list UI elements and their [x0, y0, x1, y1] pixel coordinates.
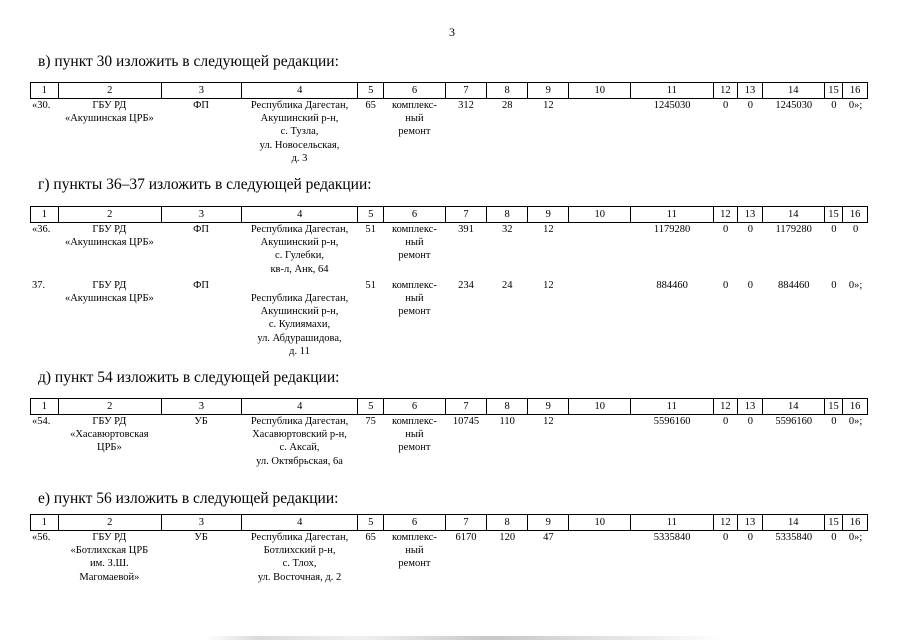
cell-text-line: д. 11: [289, 345, 310, 357]
cell-text-line: Магомаевой»: [79, 571, 140, 583]
cell-text-line: комплекс-: [392, 532, 437, 543]
column-number: 12: [713, 515, 738, 531]
cell-text-line: 12: [543, 416, 554, 427]
cell-text-line: УБ: [194, 532, 208, 543]
cell-text-line: ул. Октябрьская, 6а: [256, 455, 343, 467]
table-cell: [569, 279, 631, 358]
column-number: 10: [569, 207, 631, 223]
column-number: 5: [358, 515, 384, 531]
table-cell: [358, 99, 384, 165]
column-number: 11: [631, 83, 713, 99]
table-cell: [58, 415, 161, 468]
cell-text-line: с. Кулиямахи,: [268, 319, 331, 331]
cell-text-line: 37.: [32, 279, 46, 291]
cell-text-line: «30.: [32, 100, 51, 111]
table-cell: [445, 99, 486, 165]
cell-text-line: 312: [458, 100, 474, 111]
table-cell: [569, 415, 631, 468]
column-number: 7: [445, 399, 486, 415]
cell-text-line: 12: [543, 100, 554, 111]
table-cell: [825, 531, 844, 584]
column-number: 11: [631, 515, 713, 531]
column-number: 13: [738, 83, 763, 99]
cell-text-line: 32: [501, 224, 513, 235]
table-row: [30, 279, 868, 358]
cell-text-line: ремонт: [398, 306, 431, 318]
column-number: 13: [738, 515, 763, 531]
column-number: 6: [384, 207, 446, 223]
page-number: 3: [449, 25, 455, 39]
cell-text-line: 28: [501, 100, 513, 111]
table-cell: [58, 279, 161, 358]
table-cell: [384, 279, 446, 358]
table-cell: [843, 223, 868, 276]
cell-text-line: ГБУ РД: [92, 100, 127, 111]
cell-text-line: ный: [405, 237, 424, 249]
data-rows: [30, 223, 868, 358]
column-number: 9: [528, 515, 569, 531]
column-number: 5: [358, 207, 384, 223]
column-number: 16: [843, 515, 868, 531]
table-cell: [384, 99, 446, 165]
cell-text-line: 0: [723, 279, 729, 291]
cell-text-line: 1179280: [653, 224, 691, 235]
column-number: 7: [445, 207, 486, 223]
column-number: 2: [58, 83, 161, 99]
cell-text-line: комплекс-: [392, 416, 437, 427]
column-number: 3: [161, 83, 241, 99]
table-cell: [843, 415, 868, 468]
cell-text-line: 0: [723, 416, 729, 427]
cell-text-line: 120: [499, 532, 516, 543]
column-number: 14: [762, 515, 824, 531]
table-cell: [631, 99, 713, 165]
cell-text-line: 0»;: [848, 279, 863, 291]
table-cell: [631, 279, 713, 358]
column-number: 15: [824, 207, 843, 223]
cell-text-line: 6170: [455, 532, 477, 543]
column-number: 2: [58, 399, 161, 415]
column-number: 16: [843, 207, 868, 223]
cell-text-line: 5335840: [775, 532, 813, 543]
table-cell: [825, 99, 844, 165]
table-cell: [528, 99, 569, 165]
cell-text-line: 65: [365, 100, 376, 111]
cell-text-line: Акушинский р-н,: [260, 306, 339, 318]
column-number: 2: [58, 515, 161, 531]
column-number: 15: [824, 515, 843, 531]
cell-text-line: [569, 531, 631, 544]
cell-text-line: Республика Дагестан,: [250, 100, 349, 111]
cell-text-line: комплекс-: [392, 224, 437, 235]
table-cell: [843, 99, 868, 165]
column-number: 6: [384, 399, 446, 415]
cell-text-line: 5596160: [653, 416, 691, 427]
cell-text-line: 0: [831, 279, 837, 291]
cell-text-line: комплекс-: [392, 100, 437, 111]
cell-text-line: им. З.Ш.: [90, 558, 129, 570]
column-number-header: [30, 82, 868, 99]
cell-text-line: 10745: [452, 416, 480, 427]
cell-text-line: 12: [543, 279, 554, 291]
scan-artifact: [205, 636, 725, 640]
section-heading-30: в) пункт 30 изложить в следующей редакции:: [38, 53, 339, 70]
cell-text-line: кв-л, Анк, 64: [270, 263, 329, 275]
table-cell: [763, 531, 825, 584]
table-cell: [738, 99, 763, 165]
column-number: 8: [487, 515, 528, 531]
column-number: 10: [569, 399, 631, 415]
column-number: 7: [445, 515, 486, 531]
column-number: 13: [738, 399, 763, 415]
column-number: 3: [161, 207, 241, 223]
column-number: 1: [31, 515, 59, 531]
table-cell: [763, 279, 825, 358]
column-number: 14: [762, 399, 824, 415]
section-heading-56: е) пункт 56 изложить в следующей редакции:: [38, 490, 339, 507]
table-cell: [487, 279, 528, 358]
column-number: 12: [713, 207, 738, 223]
table-section-56: [30, 514, 868, 584]
cell-text-line: ул. Абдурашидова,: [257, 332, 342, 344]
cell-text-line: 0: [831, 224, 837, 235]
table-cell: [358, 279, 384, 358]
table-cell: [825, 415, 844, 468]
data-rows: [30, 415, 868, 468]
column-number: 6: [384, 515, 446, 531]
column-number: 11: [631, 207, 713, 223]
table-cell: [487, 223, 528, 276]
table-row: [30, 415, 868, 468]
cell-text-line: 884460: [777, 279, 810, 291]
table-cell: [825, 223, 844, 276]
table-cell: [713, 531, 738, 584]
cell-text-line: 75: [365, 416, 376, 427]
column-number: 14: [762, 83, 824, 99]
cell-text-line: 0»;: [848, 532, 863, 543]
table-section-30: [30, 82, 868, 165]
table-cell: [30, 99, 58, 165]
column-number: 5: [358, 83, 384, 99]
table-cell: [241, 279, 357, 358]
cell-text-line: ремонт: [398, 442, 431, 454]
table-section-36-37: [30, 206, 868, 358]
column-number: 9: [528, 83, 569, 99]
cell-text-line: ФП: [193, 279, 210, 291]
cell-text-line: Республика Дагестан,: [250, 224, 349, 235]
cell-text-line: Хасавюртовский р-н,: [252, 429, 347, 441]
section-heading-36-37: г) пункты 36–37 изложить в следующей редакции:: [38, 176, 372, 193]
table-cell: [569, 531, 631, 584]
table-cell: [241, 415, 357, 468]
table-cell: [738, 279, 763, 358]
cell-text-line: [569, 415, 631, 428]
cell-text-line: 0: [747, 100, 754, 111]
cell-text-line: «Акушинская ЦРБ»: [64, 113, 154, 125]
table-cell: [528, 279, 569, 358]
cell-text-line: ГБУ РД: [92, 416, 127, 427]
cell-text-line: 1245030: [653, 100, 691, 111]
column-number: 8: [487, 399, 528, 415]
column-number: 1: [31, 207, 59, 223]
column-number: 3: [161, 399, 241, 415]
column-number: 9: [528, 207, 569, 223]
data-rows: [30, 99, 868, 165]
table-cell: [631, 531, 713, 584]
table-cell: [713, 279, 738, 358]
table-cell: [30, 531, 58, 584]
cell-text-line: Республика Дагестан,: [250, 293, 349, 305]
table-cell: [713, 415, 738, 468]
cell-text-line: ный: [405, 545, 424, 557]
cell-text-line: «56.: [32, 532, 51, 543]
data-rows: [30, 531, 868, 584]
table-cell: [445, 279, 486, 358]
cell-text-line: 0: [747, 279, 754, 291]
table-cell: [843, 279, 868, 358]
table-cell: [58, 223, 161, 276]
table-cell: [528, 223, 569, 276]
cell-text-line: 51: [365, 279, 376, 291]
cell-text-line: ул. Новосельская,: [259, 139, 340, 151]
cell-text-line: «Хасавюртовская: [70, 429, 149, 441]
cell-text-line: Акушинский р-н,: [260, 237, 339, 249]
cell-text-line: ФП: [193, 100, 210, 111]
table-cell: [528, 531, 569, 584]
cell-text-line: «Акушинская ЦРБ»: [64, 293, 154, 305]
cell-text-line: ГБУ РД: [92, 224, 127, 235]
table-row: [30, 99, 868, 165]
column-number-header: [30, 514, 868, 531]
column-number: 14: [762, 207, 824, 223]
table-cell: [30, 279, 58, 358]
column-number: 8: [487, 83, 528, 99]
table-cell: [241, 223, 357, 276]
cell-text-line: 234: [458, 279, 474, 291]
column-number: 11: [631, 399, 713, 415]
column-number: 2: [58, 207, 161, 223]
cell-text-line: ремонт: [398, 126, 431, 138]
table-cell: [738, 415, 763, 468]
table-section-54: [30, 398, 868, 468]
column-number: 13: [738, 207, 763, 223]
table-cell: [161, 223, 241, 276]
cell-text-line: 1179280: [775, 224, 812, 235]
cell-text-line: [569, 279, 631, 292]
cell-text-line: с. Тлох,: [282, 558, 317, 570]
cell-text-line: 12: [543, 224, 554, 235]
column-number: 9: [528, 399, 569, 415]
column-number: 4: [242, 399, 358, 415]
column-number: 1: [31, 399, 59, 415]
cell-text-line: 0: [831, 532, 837, 543]
table-cell: [528, 415, 569, 468]
cell-text-line: 0: [723, 532, 729, 543]
column-number: 4: [242, 83, 358, 99]
table-cell: [58, 531, 161, 584]
table-cell: [738, 223, 763, 276]
table-cell: [161, 279, 241, 358]
table-cell: [569, 99, 631, 165]
column-number: 4: [242, 515, 358, 531]
cell-text-line: 5335840: [653, 532, 691, 543]
table-cell: [30, 415, 58, 468]
table-cell: [30, 223, 58, 276]
cell-text-line: 0: [852, 224, 859, 235]
table-cell: [445, 415, 486, 468]
column-number: 15: [824, 399, 843, 415]
cell-text-line: 0: [747, 224, 754, 235]
cell-text-line: Республика Дагестан,: [250, 416, 349, 427]
cell-text-line: «36.: [32, 224, 51, 235]
column-number-header: [30, 206, 868, 223]
cell-text-line: 110: [499, 416, 515, 427]
table-cell: [445, 223, 486, 276]
table-cell: [358, 223, 384, 276]
table-cell: [763, 415, 825, 468]
column-number: 8: [487, 207, 528, 223]
table-cell: [161, 99, 241, 165]
cell-text-line: 0: [723, 224, 729, 235]
cell-text-line: Ботлихский р-н,: [263, 545, 336, 557]
cell-text-line: 0: [831, 100, 837, 111]
cell-text-line: 0: [723, 100, 729, 111]
table-cell: [487, 99, 528, 165]
cell-text-line: ный: [405, 113, 424, 125]
cell-text-line: Республика Дагестан,: [250, 532, 349, 543]
table-cell: [161, 531, 241, 584]
table-cell: [358, 415, 384, 468]
table-cell: [445, 531, 486, 584]
column-number: 10: [569, 515, 631, 531]
cell-text-line: «Ботлихская ЦРБ: [70, 545, 149, 557]
cell-text-line: Акушинский р-н,: [260, 113, 339, 125]
table-cell: [713, 223, 738, 276]
column-number: 3: [161, 515, 241, 531]
cell-text-line: 65: [365, 532, 376, 543]
table-cell: [384, 531, 446, 584]
cell-text-line: комплекс-: [392, 279, 437, 291]
table-cell: [487, 531, 528, 584]
table-cell: [713, 99, 738, 165]
cell-text-line: [241, 279, 357, 292]
cell-text-line: 1245030: [775, 100, 813, 111]
column-number: 4: [242, 207, 358, 223]
column-number: 16: [843, 83, 868, 99]
section-heading-54: д) пункт 54 изложить в следующей редакции:: [38, 369, 340, 386]
table-cell: [241, 531, 357, 584]
cell-text-line: 391: [458, 224, 474, 235]
cell-text-line: ГБУ РД: [92, 532, 127, 543]
cell-text-line: ный: [405, 293, 424, 305]
cell-text-line: ный: [405, 429, 424, 441]
column-number-header: [30, 398, 868, 415]
column-number: 6: [384, 83, 446, 99]
table-cell: [763, 99, 825, 165]
column-number: 12: [713, 83, 738, 99]
cell-text-line: 24: [501, 279, 513, 291]
table-cell: [631, 415, 713, 468]
cell-text-line: с. Гулебки,: [275, 250, 324, 262]
cell-text-line: с. Тузла,: [280, 126, 319, 138]
table-cell: [384, 223, 446, 276]
cell-text-line: ЦРБ»: [97, 442, 122, 454]
cell-text-line: д. 3: [291, 152, 308, 164]
cell-text-line: 0»;: [848, 100, 863, 111]
cell-text-line: ГБУ РД: [92, 279, 127, 291]
column-number: 1: [31, 83, 59, 99]
column-number: 10: [569, 83, 631, 99]
table-cell: [161, 415, 241, 468]
cell-text-line: «Акушинская ЦРБ»: [64, 237, 154, 249]
cell-text-line: 47: [543, 532, 554, 543]
cell-text-line: [569, 223, 631, 236]
table-cell: [569, 223, 631, 276]
cell-text-line: с. Аксай,: [279, 442, 320, 454]
cell-text-line: ремонт: [398, 250, 431, 262]
column-number: 12: [713, 399, 738, 415]
table-cell: [384, 415, 446, 468]
cell-text-line: ремонт: [398, 558, 431, 570]
cell-text-line: 5596160: [775, 416, 813, 427]
column-number: 5: [358, 399, 384, 415]
table-cell: [825, 279, 844, 358]
table-cell: [843, 531, 868, 584]
cell-text-line: 0: [747, 416, 754, 427]
table-row: [30, 531, 868, 584]
column-number: 16: [843, 399, 868, 415]
table-cell: [631, 223, 713, 276]
table-cell: [763, 223, 825, 276]
cell-text-line: УБ: [194, 416, 208, 427]
cell-text-line: [569, 99, 631, 112]
cell-text-line: 0: [747, 532, 754, 543]
cell-text-line: 884460: [656, 279, 688, 291]
table-cell: [738, 531, 763, 584]
table-row: [30, 223, 868, 276]
cell-text-line: 51: [365, 224, 376, 235]
table-cell: [487, 415, 528, 468]
cell-text-line: «54.: [32, 416, 51, 427]
table-cell: [58, 99, 161, 165]
cell-text-line: ул. Восточная, д. 2: [257, 571, 342, 583]
table-cell: [358, 531, 384, 584]
cell-text-line: 0: [831, 416, 837, 427]
column-number: 7: [445, 83, 486, 99]
column-number: 15: [824, 83, 843, 99]
cell-text-line: ФП: [193, 224, 210, 235]
cell-text-line: 0»;: [848, 416, 863, 427]
table-cell: [241, 99, 357, 165]
